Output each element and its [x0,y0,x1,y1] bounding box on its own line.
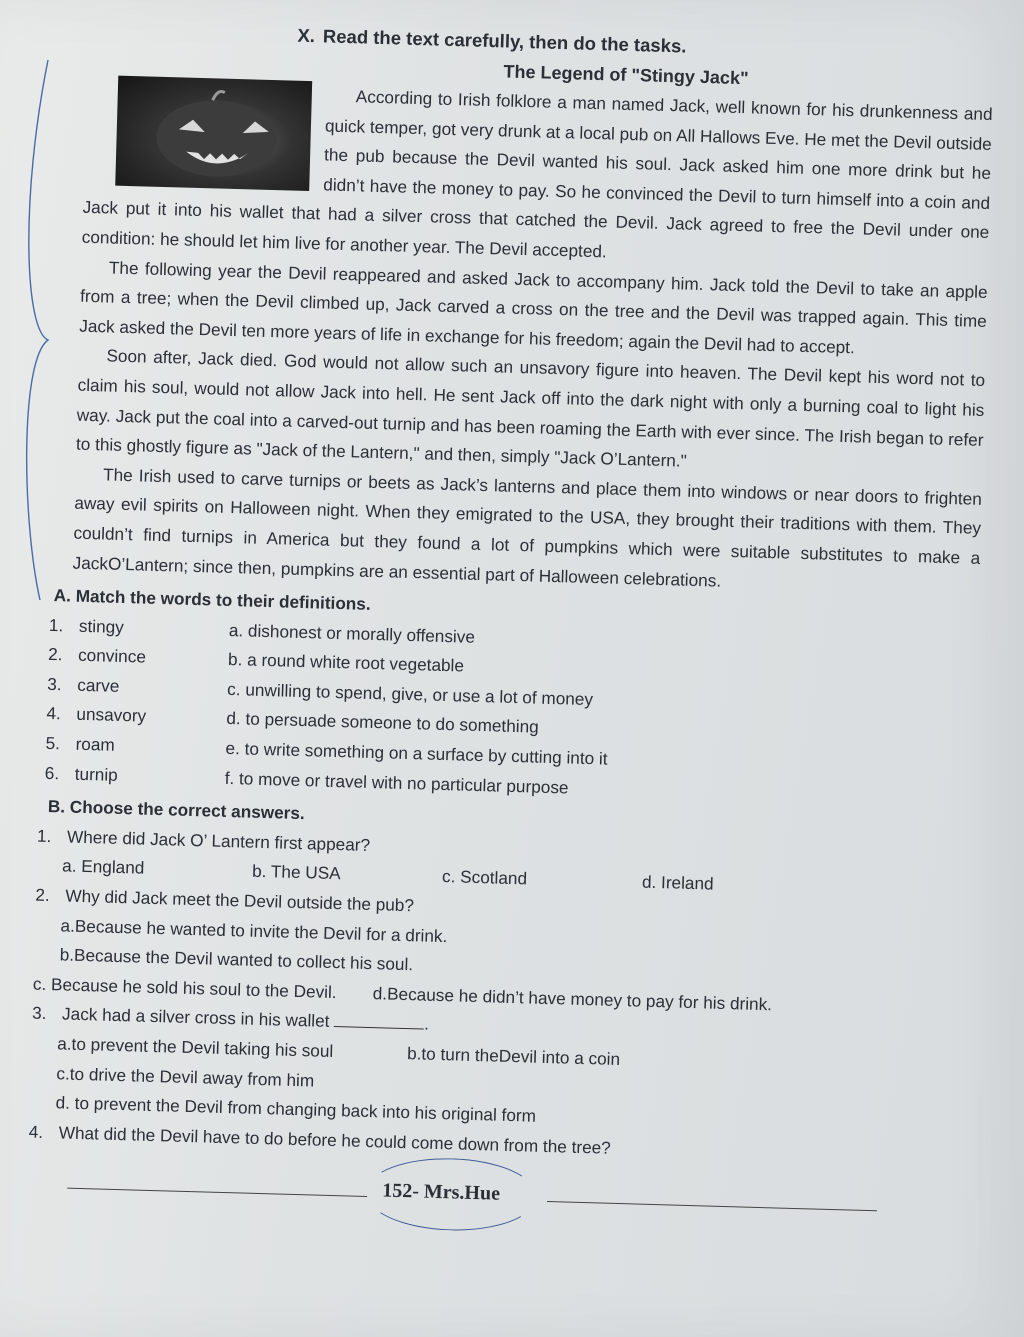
worksheet-page [26,14,994,1243]
paragraph-2: The following year the Devil reappeared and asked Jack to accompany him. Jack told the Devil to take an apple from a tree; when the Devil climbed up, Jack carved a cross on the tree and the Devil was trapped again. This time Jack asked the Devil ten more years of life in exchange for his freedom; again the Devil had to accept. [79,257,988,358]
match-word: stingy [78,615,125,637]
question-text: Jack had a silver cross in his wallet [61,1003,330,1032]
paragraph-3: Soon after, Jack died. God would not allow such an unsavory figure into heaven. The Devil kept his word not to claim his soul, would not allow Jack into hell. He sent Jack off into the dark night with only a burning coal to light his way. Jack put the coal into a carved-out turnip and has been roaming the Earth with ever since. The Irish began to refer to this ghostly figure as "Jack of the Lantern," and then, simply "Jack O’Lantern." [75,345,986,471]
match-definition: f. to move or travel with no particular purpose [224,767,569,798]
section-b-label: B. [47,796,66,817]
match-number: 3. [47,673,62,695]
story-text [72,75,993,603]
option-d: d.Because he didn’t have money to pay for his drink. [372,982,773,1015]
question-number: 3. [31,1003,47,1024]
question-text: Where did Jack O’ Lantern first appear? [66,826,371,855]
story-title: The Legend of "Stingy Jack" [503,61,749,89]
page-number-author: 152- Mrs.Hue [381,1179,501,1206]
option-a: a. England [61,855,145,879]
option-c: c. Because he sold his soul to the Devil. [32,973,337,1002]
option-c: c.to drive the Devil away from him [56,1062,315,1091]
section-b-title: Choose the correct answers. [69,796,306,824]
match-definition: b. a round white root vegetable [227,649,465,676]
answer-blank[interactable] [334,1008,424,1030]
paragraph-4: The Irish used to carve turnips or beets as Jack’s lanterns and place them into windows or near doors to frighten away evil spirits on Halloween night. When they emigrated to the USA, they brought their traditions with them. They couldn’t find turnips in America but they found a lot of pumpkins which were suitable substitutes to make a JackO’Lantern; since then, pumpkins are an essential part of Halloween celebrations. [72,464,983,591]
match-number: 6. [44,762,60,783]
match-word: turnip [74,763,119,785]
section-a-title: Match the words to their definitions. [75,585,371,614]
exercise-number: X. [297,24,316,47]
match-word: convince [77,645,147,667]
question-number: 2. [35,884,51,906]
match-word: roam [75,733,116,755]
pumpkin-face-icon [115,76,312,191]
match-definition: e. to write something on a surface by cutting into it [225,737,608,769]
jack-o-lantern-image [115,76,312,191]
question-text: What did the Devil have to do before he could come down from the tree? [58,1122,612,1158]
match-number: 1. [48,614,64,636]
option-c: c. Scotland [441,866,528,889]
match-number: 2. [47,644,63,665]
match-definition: c. unwilling to spend, give, or use a lot of money [226,678,594,710]
answer-line[interactable] [547,1201,877,1211]
match-definition: d. to persuade someone to do something [226,708,540,738]
question-3: 3. Jack had a silver cross in his wallet . [32,999,967,1055]
question-text: Why did Jack meet the Devil outside the pub? [65,885,415,916]
match-number: 4. [46,703,62,724]
option-b: b.to turn theDevil into a coin [406,1043,621,1070]
section-a-label: A. [53,585,72,606]
option-b: b. The USA [251,861,341,884]
option-d: d. Ireland [641,872,714,895]
matching-list [38,610,978,817]
match-definition: a. dishonest or morally offensive [228,619,476,647]
match-word: unsavory [76,704,147,727]
option-a: a.Because he wanted to invite the Devil for a drink. [60,914,448,946]
answer-line[interactable] [67,1188,367,1197]
option-a: a.to prevent the Devil taking his soul [56,1033,334,1062]
question-number: 4. [28,1121,44,1142]
exercise-instruction: Read the text carefully, then do the tasks. [322,25,687,57]
option-b: b.Because the Devil wanted to collect his soul. [59,944,414,975]
match-word: carve [77,674,120,696]
paragraph-1: According to Irish folklore a man named Jack, well known for his drunkenness and quick temper, got very drunk at a local pub on All Hallows Eve. He met the Devil outside the pub because the Devil wanted his soul. Jack asked him one more drink but he didn’t have the money to pay. So he convinced the Devil to turn himself into a coin and Jack put it into his wallet that had a silver cross that catched the Devil. Jack agreed to free the Devil under one condition: he should let him live for another year. The Devil accepted. [81,86,993,262]
match-number: 5. [45,732,61,754]
question-number: 1. [36,825,52,846]
option-d: d. to prevent the Devil from changing back into his original form [55,1092,537,1126]
